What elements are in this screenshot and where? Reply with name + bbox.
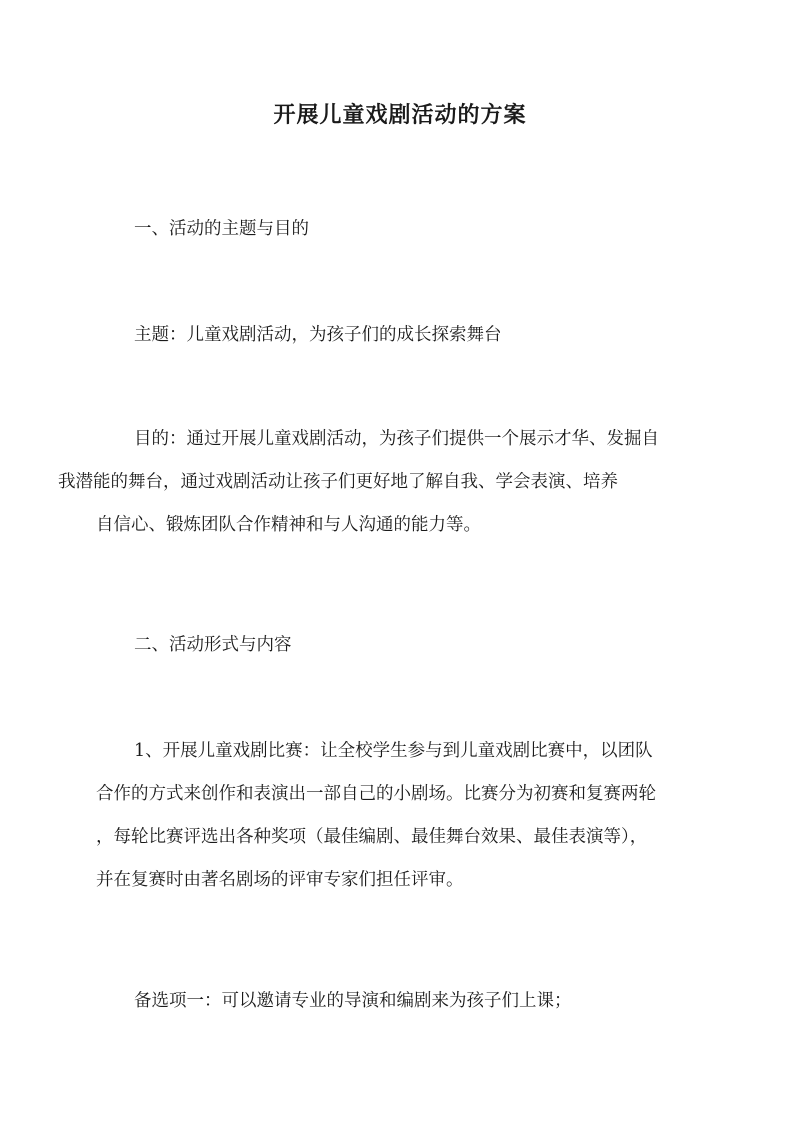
text-line: ，每轮比赛评选出各种奖项（最佳编剧、最佳舞台效果、最佳表演等），: [96, 827, 648, 847]
text-line: 并在复赛时由著名剧场的评审专家们担任评审。: [96, 870, 464, 890]
section-heading-format-content: [96, 624, 708, 667]
item-1-paragraph: [96, 730, 708, 902]
text-line: 我潜能的舞台，通过戏剧活动让孩子们更好地了解自我、学会表演、培养: [58, 472, 618, 492]
section-heading-theme-purpose: [96, 208, 708, 251]
text-line: 二、活动形式与内容: [134, 635, 292, 655]
text-line: 备选项一：可以邀请专业的导演和编剧来为孩子们上课；: [134, 991, 572, 1011]
text-line: 1、开展儿童戏剧比赛：让全校学生参与到儿童戏剧比赛中，以团队: [134, 741, 653, 761]
option-1-paragraph: [96, 980, 708, 1023]
theme-paragraph: [96, 314, 708, 357]
text-line: 合作的方式来创作和表演出一部自己的小剧场。比赛分为初赛和复赛两轮: [96, 784, 656, 804]
document-title: 开展儿童戏剧活动的方案: [273, 102, 527, 128]
text-line: 自信心、锻炼团队合作精神和与人沟通的能力等。: [96, 515, 481, 535]
text-line: 一、活动的主题与目的: [134, 219, 309, 239]
text-line: 主题：儿童戏剧活动，为孩子们的成长探索舞台: [134, 325, 502, 345]
purpose-paragraph: [58, 418, 708, 547]
text-line: 目的：通过开展儿童戏剧活动，为孩子们提供一个展示才华、发掘自: [134, 429, 659, 449]
